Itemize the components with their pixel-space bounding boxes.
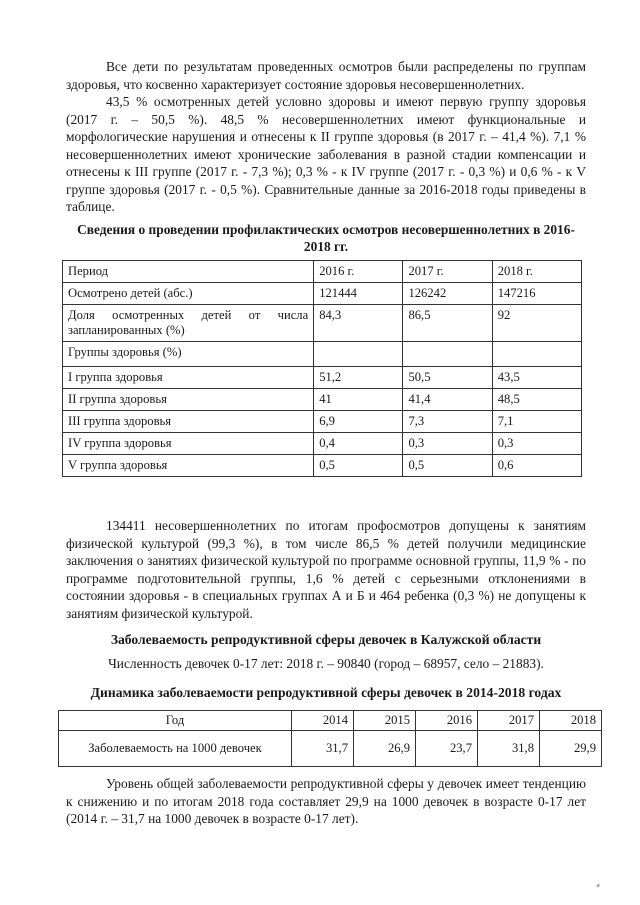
table-header-cell: 2014 — [292, 711, 354, 731]
table-cell: 31,7 — [292, 731, 354, 767]
table-cell: 0,5 — [403, 455, 492, 477]
table-cell: 41,4 — [403, 389, 492, 411]
conclusion-paragraph: Уровень общей заболеваемости репродуктивной сферы у девочек имеет тенденцию к снижению и по итогам 2018 года составляет 29,9 на 1000 девочек в возрасте 0-17 лет (2014 г. – 31,7 на 1000 девочек в возрасте 0-17 лет). — [66, 776, 586, 826]
table-header-cell: 2018 — [540, 711, 602, 731]
intro-text — [66, 58, 586, 216]
table-header-cell: 2016 г. — [314, 261, 403, 283]
table-cell: 48,5 — [492, 389, 581, 411]
table-header-cell: 2018 г. — [492, 261, 581, 283]
table-header-cell: 2016 — [416, 711, 478, 731]
conclusion-text — [66, 775, 586, 828]
row-label: IV группа здоровья — [63, 433, 314, 455]
table-cell: 0,5 — [314, 455, 403, 477]
table-header-cell: 2017 — [478, 711, 540, 731]
table-row — [63, 455, 582, 477]
table-cell: 0,3 — [403, 433, 492, 455]
table-row — [63, 305, 582, 342]
intro-paragraph-groups: Все дети по результатам проведенных осмотров были распределены по группам здоровья, что косвенно характеризует состояние здоровья несовершеннолетних. — [66, 59, 586, 92]
sport-admission-text — [66, 517, 586, 622]
table1-title: Сведения о проведении профилактических осмотров несовершеннолетних в 2016-2018 гг. — [77, 222, 575, 254]
table-cell: 92 — [492, 305, 581, 342]
row-label: V группа здоровья — [63, 455, 314, 477]
table-cell: 31,8 — [478, 731, 540, 767]
table-cell — [403, 342, 492, 367]
table-cell: 29,9 — [540, 731, 602, 767]
intro-paragraph-stats: 43,5 % осмотренных детей условно здоровы и имеют первую группу здоровья (2017 г. – 50,5 %). 48,5 % несовершеннолетних имеют функциональные и морфологические нарушения и отнесены к II группе здоровья (в 2017 г. – 41,4 %). 7,1 % несовершеннолетних имеют хронические заболевания в разной стадии компенсации и отнесены к III группе (2017 г. - 7,3 %); 0,3 % - к IV группе (2017 г. - 0,3 %) и 0,6 % - к V группе здоровья (2017 г. - 0,5 %). Сравнительные данные за 2016-2018 годы приведены в таблице. — [66, 94, 586, 214]
row-label: Доля осмотренных детей от числа запланированных (%) — [63, 305, 314, 342]
table-cell — [314, 342, 403, 367]
table-cell: 126242 — [403, 283, 492, 305]
table-header-cell: Год — [59, 711, 292, 731]
table-row — [63, 389, 582, 411]
row-label: I группа здоровья — [63, 367, 314, 389]
table-row — [63, 433, 582, 455]
table-row — [59, 731, 602, 767]
table-cell: 0,3 — [492, 433, 581, 455]
population-line: Численность девочек 0-17 лет: 2018 г. – 90840 (город – 68957, село – 21883). — [108, 656, 544, 671]
table-header-row — [59, 711, 602, 731]
checkup-table — [62, 260, 582, 477]
section-title-reproductive: Заболеваемость репродуктивной сферы девочек в Калужской области — [110, 632, 542, 647]
table-header-row — [63, 261, 582, 283]
table-cell: 0,4 — [314, 433, 403, 455]
table-cell: 26,9 — [354, 731, 416, 767]
table-cell: 0,6 — [492, 455, 581, 477]
row-label: Группы здоровья (%) — [63, 342, 314, 367]
row-label: Осмотрено детей (абс.) — [63, 283, 314, 305]
table-cell — [492, 342, 581, 367]
table-cell: 84,3 — [314, 305, 403, 342]
table-cell: 86,5 — [403, 305, 492, 342]
table-row — [63, 367, 582, 389]
table-cell: 50,5 — [403, 367, 492, 389]
table-cell: 7,1 — [492, 411, 581, 433]
table-cell: 41 — [314, 389, 403, 411]
table-cell: 147216 — [492, 283, 581, 305]
table-cell: 23,7 — [416, 731, 478, 767]
row-label: II группа здоровья — [63, 389, 314, 411]
table-cell: 43,5 — [492, 367, 581, 389]
table-cell: 51,2 — [314, 367, 403, 389]
sport-paragraph: 134411 несовершеннолетних по итогам профосмотров допущены к занятиям физической культурой (99,3 %), в том числе 86,5 % детей получили медицинские заключения о занятиях физической культурой по программе основной группы, 11,9 % - по программе подготовительной группы, 1,6 % детей с серьезными отклонениями в состоянии здоровья - в специальных группах А и Б и 464 ребенка (0,3 %) не допущены к занятиям физической культурой. — [66, 518, 586, 621]
morbidity-table — [58, 710, 602, 767]
table-row — [63, 411, 582, 433]
table-row — [63, 283, 582, 305]
table-header-cell: 2017 г. — [403, 261, 492, 283]
row-label: Заболеваемость на 1000 девочек — [59, 731, 292, 767]
table2-title: Динамика заболеваемости репродуктивной сферы девочек в 2014-2018 годах — [90, 685, 562, 700]
table-row — [63, 342, 582, 367]
row-label: III группа здоровья — [63, 411, 314, 433]
table-cell: 7,3 — [403, 411, 492, 433]
page-mark: * — [596, 882, 601, 894]
table-header-cell: Период — [63, 261, 314, 283]
table-cell: 121444 — [314, 283, 403, 305]
table-cell: 6,9 — [314, 411, 403, 433]
table-header-cell: 2015 — [354, 711, 416, 731]
